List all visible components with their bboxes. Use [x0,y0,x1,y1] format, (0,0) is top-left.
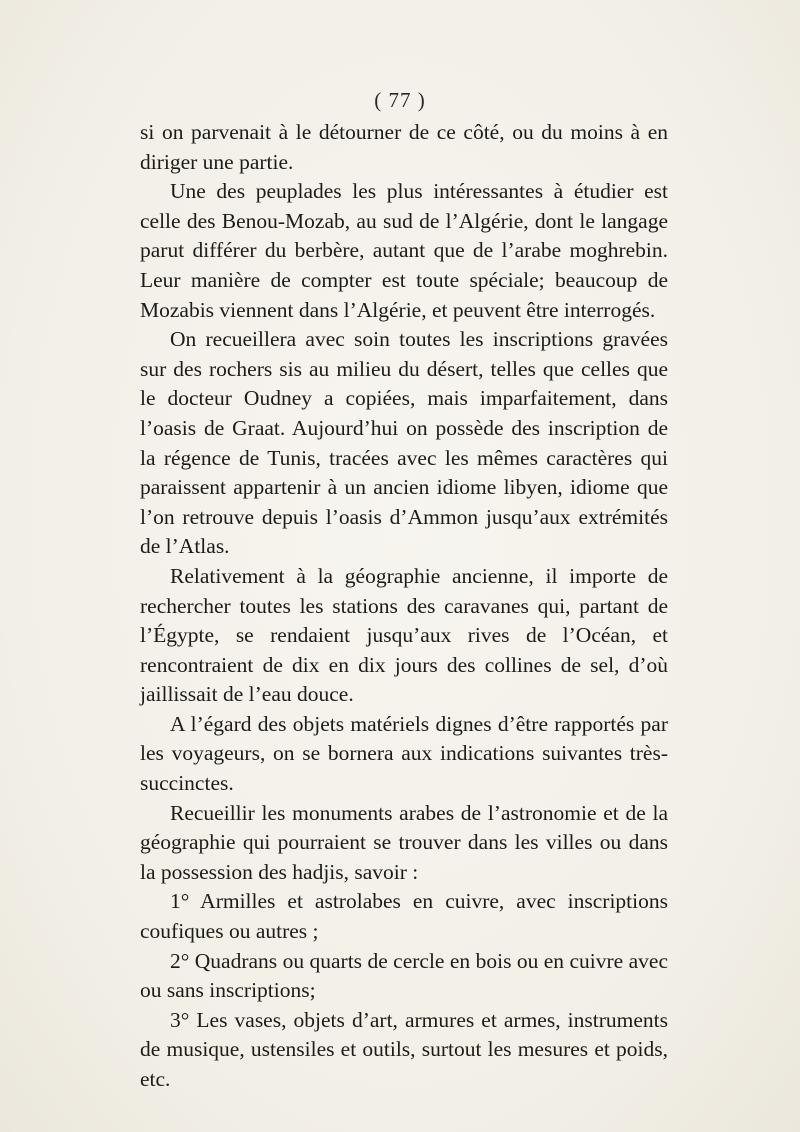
paragraph-benou-mozab: Une des peuplades les plus intéressantes à étudier est celle des Benou-Mozab, au sud de l’Algérie, dont le langage parut différer du berbère, autant que de l’arabe moghrebin. Leur manière de compter est toute spéciale; beaucoup de Mozabis viennent dans l’Algérie, et peuvent être interrogés. [140,179,668,322]
page-number [0,88,800,113]
list-item-vases: 3° Les vases, objets d’art, armures et armes, instruments de musique, ustensiles et outils, surtout les mesures et poids, etc. [140,1007,668,1091]
paragraph-geographie-ancienne: Relativement à la géographie ancienne, il importe de rechercher toutes les stations des caravanes qui, partant de l’Égypte, se rendaient jusqu’aux rives de l’Océan, et rencontraient de dix en dix jours des collines de sel, d’où jaillissait de l’eau douce. [140,563,668,707]
paragraph-objets-materiels: A l’égard des objets matériels dignes d’être rapportés par les voyageurs, on se bornera aux indications suivantes très-succinctes. [140,711,668,796]
page-number-text: ( 77 ) [374,88,426,112]
list-item-quadrans: 2° Quadrans ou quarts de cercle en bois ou en cuivre avec ou sans inscriptions; [140,948,668,1003]
paragraph-continuation: si on parvenait à le détourner de ce côté, ou du moins à en diriger une partie. [140,120,668,174]
paragraph-inscriptions: On recueillera avec soin toutes les inscriptions gravées sur des rochers sis au milieu du désert, telles que celles que le docteur Oudney a copiées, mais imparfaitement, dans l’oasis de Graat. Aujourd’hui on possède des inscription de la régence de Tunis, tracées avec les mêmes caractères qui paraissent appartenir à un ancien idiome libyen, idiome que l’on retrouve depuis l’oasis d’Ammon jusqu’aux extrémités de l’Atlas. [140,327,668,559]
list-item-armilles: 1° Armilles et astrolabes en cuivre, avec inscriptions coufiques ou autres ; [140,889,668,944]
body-text [140,118,668,1095]
paragraph-monuments-arabes: Recueillir les monuments arabes de l’astronomie et de la géographie qui pourraient se trouver dans les villes ou dans la possession des hadjis, savoir : [140,800,668,884]
